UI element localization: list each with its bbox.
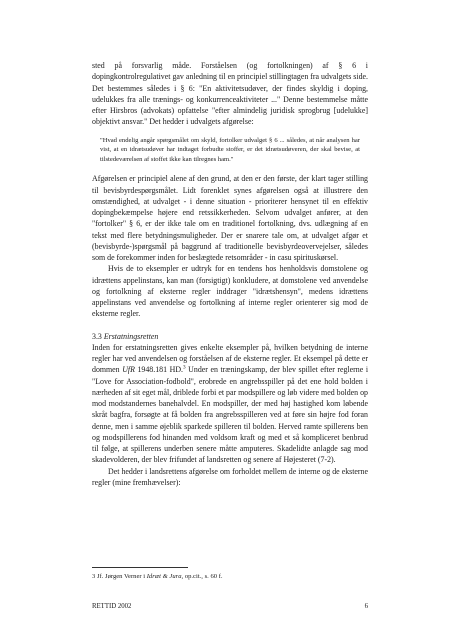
paragraph: Afgørelsen er principiel alene af den grund, at den er den første, der klart tager stilling til bevisbyrdespørgsmålet. Lidt forenklet synes afgørelsen også at illustrere den omstændighed, at udvalget - i denne situation - prioriterer hensynet til en effektiv dopingbekæmpelse højere end retssikkerheden. Selvom udvalget anfører, at den "fortolker" § 6, er der ikke tale om en traditionel fortolkning, dvs. udlægning af en tekst med flere betydningsmuligheder. Der er snarere tale om, at udvalget afgør et (bevisbyrde-)spørgsmål på baggrund af traditionelle bevisbyrdeovervejelser, således som de forekommer inden for beslægtede retsområder - in casu spirituskørsel.: [92, 174, 368, 263]
paragraph: Hvis de to eksempler er udtryk for en tendens hos henholdsvis domstolene og idrættens appelinstans, kan man (forsigtigt) konkludere, at domstolene ved anvendelse og fortolkning af eksterne regler inddrager "idrætshensyn", medens idrættens appelinstans ved anvendelse og fortolkning af interne regler orienterer sig mod de eksterne regler.: [92, 264, 368, 319]
footnote: 3 Jf. Jørgen Verner i Idræt & Jura, op.cit., s. 60 f.: [92, 573, 223, 580]
paragraph: sted på forsvarlig måde. Forståelsen (og fortolkningen) af § 6 i dopingkontrolregulativet gav anledning til en principiel stillingtagen fra udvalgets side. Det bestemmes således i § 6: "En aktivitetsudøver, der findes skyldig i doping, udelukkes fra alle trænings- og konkurrenceaktiviteter ..." Denne bestemmelse måtte efter Hirsbros (advokats) opfattelse "efter almindelig juridisk sprogbrug [udelukke] objektivt ansvar." Det hedder i udvalgets afgørelse:: [92, 61, 368, 127]
paragraph: Det hedder i landsrettens afgørelse om forholdet mellem de interne og de eksterne regler (mine fremhævelser):: [92, 466, 368, 487]
footnote-separator: [92, 567, 188, 568]
case-reference: UfR: [122, 365, 135, 375]
cited-title: Idræt & Jura: [146, 573, 182, 580]
paragraph: Inden for erstatningsretten gives enkelte eksempler på, hvilken betydning de interne regler har ved anvendelsen og forståelsen af de eksterne regler. Et eksempel på dette er dommen UfR 1948.181 HD.$^3$ Under en træningskamp, der blev spillet efter reglerne i "Love for Association-fodbold", erobrede en angrebsspiller på det ene hold bolden i nærheden af sit eget mål, driblede forbi et par modspillere og løb videre med bolden op mod modstandernes banehalvdel. En modspiller, der med høj hastighed kom løbende skråt bagfra, forsøgte at få bolden fra angrebsspilleren ved at føre sin højre fod foran denne, men i samme øjeblik sparkede spilleren til bolden. Herved ramte spillerens ben og modspillerens fod hinanden med voldsom kraft og med et så kompliceret benbrud til følge, at spillerens underben senere måtte amputeres. Skadelidte anlagde sag mod skadevolderen, der blev frifundet af landsretten og senere af Højesteret (7-2).: [92, 342, 369, 465]
block-quote: "Hvad endelig angår spørgsmålet om skyld, fortolker udvalget § 6 ... således, at når analysen har vist, at en idrætsudøver har indtaget forbudte stoffer, er det idrætsudøveren, der skal bevise, at tilstedeværelsen af stoffet ikke kan tilregnes ham.": [100, 136, 360, 163]
page-footer: [92, 603, 368, 610]
main-text: [92, 60, 368, 488]
page-number: 6: [364, 603, 368, 610]
section-number: 3.3: [92, 331, 104, 341]
section-heading: [92, 331, 368, 342]
section-title: Erstatningsretten: [103, 331, 159, 341]
journal-name: RETTID 2002: [92, 603, 132, 610]
footnote-marker: 3: [183, 364, 186, 371]
footnotes: [92, 567, 368, 581]
